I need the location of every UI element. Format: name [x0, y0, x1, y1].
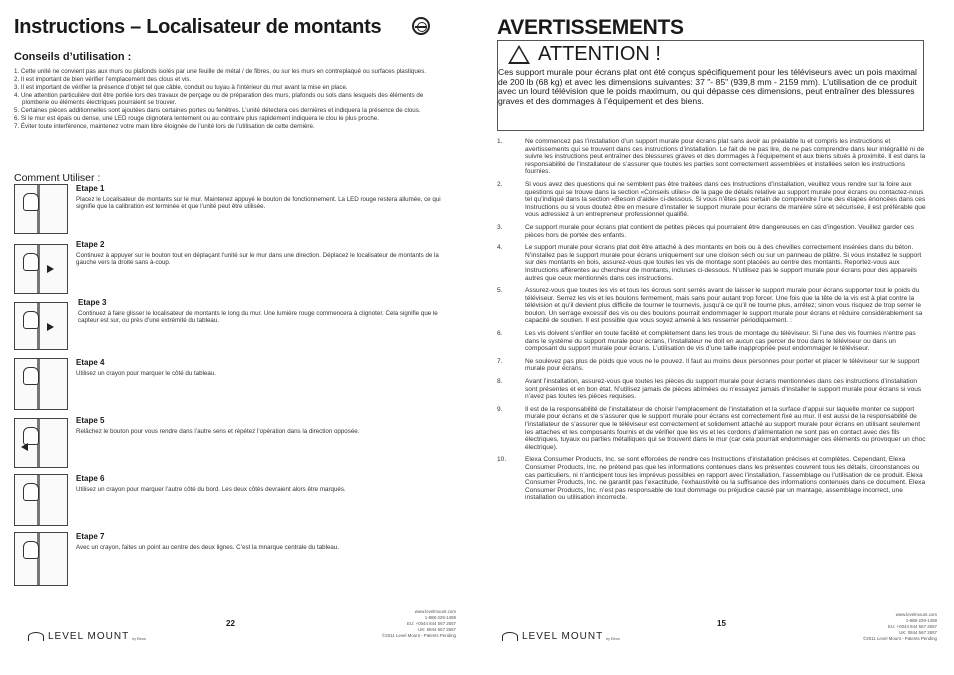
phone-us: 1-888-229-1459 — [905, 618, 937, 623]
warning-triangle-icon — [508, 45, 530, 64]
step-7-illustration-icon — [14, 532, 68, 586]
warning-item: 5. Assurez-vous que toutes les vis et tous les écrous sont serrés avant de laisser le support murale pour écrans supporter tout le poids du téléviseur. Serrez les vis et les boulons fermement, mais sans pour autant trop forcer. Une fois que la tête de la vis est à plat contre la télévision et qu’il devient plus difficile de tourner le tournevis, jusqu’à ce qu’il ne tourne plus, arrêtez; sinon vous risquez de trop serrer le boulon. Un serrage excessif des vis ou des boulons pourrait endommager le support murale pour écrans et réduire considérablement sa capacité de soutien. Il est possible que vous soyez amené à les resserrer périodiquement. : — [497, 287, 923, 325]
phone-uk: UK: 0844 567 2657 — [899, 630, 937, 635]
warning-item: 6. Les vis doivent s’enfiler en toute facilité et complètement dans les trous de montage du téléviseur. Si l’une des vis fournies n’entre pas dans le système du support murale pour écrans, l’installateur ne doit en aucun cas percer de trou dans le téléviseur ou dans un composant du support murale pour écrans. L’utilisation de vis d’une taille inappropriée peut endommager le téléviseur. — [497, 330, 916, 353]
step-text: Utilisez un crayon pour marquer le côté du tableau. — [76, 370, 216, 377]
phone-eu: EU: +0044 844 567 2657 — [407, 621, 456, 626]
level-mount-logo-icon — [28, 632, 44, 641]
copyright: ©2011 Level Mount - Patents Pending — [382, 633, 456, 638]
step-title: Etape 1 — [76, 184, 105, 193]
phone-uk: UK: 0844 567 2657 — [418, 627, 456, 632]
phone-us: 1-888-229-1459 — [424, 615, 456, 620]
brand-name: LEVEL MOUNT — [522, 630, 604, 642]
warning-box — [497, 40, 924, 131]
step-text: Relâchez le bouton pour vous rendre dans l’autre sens et répétez l’opération dans la direction opposée. — [76, 428, 360, 435]
website-link: www.levelmount.com — [414, 609, 456, 614]
step-2-illustration-icon — [14, 244, 68, 294]
tip-item: 3. Il est important de vérifier la présence d’objet tel que câble, conduit ou tuyau à l’intérieur du mur avant la mise en place. — [14, 84, 348, 91]
step-3-illustration-icon — [14, 302, 68, 350]
step-text: Continuez à faire glisser le localisateur de montants le long du mur. Une lumière rouge commencera à clignoter. Cela signifie que le capteur est sur, ou près d’une extrémité du tableau. — [78, 310, 438, 325]
step-6-illustration-icon — [14, 474, 68, 526]
page-number: 22 — [226, 619, 235, 628]
level-mount-logo — [502, 629, 620, 643]
step-title: Etape 5 — [76, 416, 105, 425]
warning-item: 10. Elexa Consumer Products, Inc. se sont efforcées de rendre ces Instructions d’installation précises et complètes. Cependant, Elexa Consumer Products, Inc. ne prétend pas que les informations contenues dans les présentes couvrent tous les détails, circonstances ou cas particuliers, ni n’anticipent tous les imprévus possibles en rapport avec l’installation, l’assemblage ou l’utilisation de ce produit. Elexa Consumer Products, Inc. ne garantit pas l’exactitude, l’exhaustivité ou la suffisance des informations contenues dans ce document. Elexa Consumer Products, Inc. n’est pas responsable de tout dommage ou préjudice causé par un mantage, assemblage incorrect, une installation ou utilisation incorrecte. — [497, 456, 926, 502]
level-mount-seal-icon — [412, 17, 430, 35]
step-text: Avec un crayon, faites un point au centre des deux lignes. C’est la mnarque centrale du tableau. — [76, 544, 340, 551]
step-text: Continuez à appuyer sur le bouton tout en déplaçant l’unité sur le mur dans une direction. Déplacez le localisateur de montants de la gauche vers la droite sans à-coup. — [76, 252, 439, 267]
step-text: Placez le Localisateur de montants sur le mur. Maintenez appuyé le bouton de fonctionnement. La LED rouge restera allumée, ce qui signifie que la calibration est terminée et que l’unité peut être utilisée. — [76, 196, 441, 211]
page-number: 15 — [717, 619, 726, 628]
step-1-illustration-icon — [14, 184, 68, 234]
brand-byline: by Elexa — [606, 637, 620, 641]
tip-item: 1. Cette unité ne convient pas aux murs ou plafonds isolés par une feuille de métal / de fibres, ou sur les murs en contreplaqué ou surfaces plastiques. — [14, 68, 427, 75]
step-5-illustration-icon — [14, 418, 68, 468]
level-mount-logo — [28, 629, 146, 643]
warning-item: 7. Ne soulevez pas plus de poids que vous ne le pouvez. Il faut au moins deux personnes pour porter et placer le téléviseur sur le support murale pour écrans. — [497, 357, 920, 373]
copyright: ©2011 Level Mount - Patents Pending — [863, 636, 937, 641]
tip-item: 6. Si le mur est épais ou dense, une LED rouge clignotera lentement ou au contraire plus rapidement indiquera le clou le plus proche. — [14, 115, 379, 123]
step-title: Etape 7 — [76, 532, 105, 541]
tip-item: 7. Éviter toute interférence, maintenez votre main libre éloignée de l’unité lors de l’utilisation de cette dernière. — [14, 123, 315, 131]
tip-item: 2. Il est important de bien vérifier l’emplacement des clous et vis. — [14, 76, 192, 83]
contact-block — [356, 609, 456, 639]
warning-item: 9. Il est de la responsabilité de l’installateur de choisir l’emplacement de l’installation et la surface d’appui sur laquelle monter ce support murale pour écrans et de s’assurer que le support murale pour écrans est correctement fixé au mur. Il est aussi de la responsabilité de l’installateur de s’assurer que le téléviseur est correctement et solidement attaché au support murale pour écrans en utilisant seulement les attaches et les composants fournis et de vérifier que les vis et les cordons d’alimentation ne sont pas en contact avec des fils électriques, tuyaux ou parties métalliques qui se trouvent dans le mur (car cela pourrait endommager ces éléments ou provoquer un choc électrique). — [497, 405, 926, 451]
right-page — [477, 0, 954, 675]
contact-block — [837, 612, 937, 642]
phone-eu: EU: +0044 844 567 2657 — [888, 624, 937, 629]
step-text: Utilisez un crayon pour marquer l’autre côté du bord. Les deux côtés devraient alors être marqués. — [76, 486, 346, 493]
warning-heading — [508, 43, 661, 66]
brand-name: LEVEL MOUNT — [48, 630, 130, 642]
left-page-title: Instructions – Localisateur de montants — [14, 16, 382, 38]
comment-heading: Comment Utiliser : — [14, 172, 101, 184]
website-link: www.levelmount.com — [895, 612, 937, 617]
brand-byline: by Elexa — [132, 637, 146, 641]
level-mount-logo-icon — [502, 632, 518, 641]
tip-item: 5. Certaines pièces additionnelles sont ajoutées dans certaines portes ou fenêtres. L’unité détectera ces dernières et indiquera la présence de clous. — [14, 107, 421, 115]
warning-text: Ces support murale pour écrans plat ont été conçus spécifiquement pour les téléviseurs avec un pois maximal de 200 lb (68 kg) et avec les dimensions suivantes: 37 "- 85" (939,8 mm - 2159 mm). L’utilisation de ce produit avec un lourd télévision que le poids maximum, ou qui dépasse ces dimensions, peut entraîner des blessures graves et des dommages à l’équipement et des biens. — [498, 67, 917, 106]
tip-item: 4. Une attention particulière doit être portée lors des travaux de perçage ou de préparation des murs, plafonds ou sols dans lesquels des éléments de plomberie ou éléments électriques pourraient se trouver. — [14, 92, 424, 107]
step-title: Etape 3 — [78, 298, 107, 307]
step-4-illustration-icon — [14, 358, 68, 410]
step-title: Etape 6 — [76, 474, 105, 483]
warning-item: 2. Si vous avez des questions qui ne semblent pas être traitées dans ces Instructions d’installation, veuillez vous rendre sur la foire aux questions qui se trouve dans la section «Conseils utiles» de la page de détails relative au support murale pour écrans ou contactez-nous tel qu’indiqué dans la section «Besoin d’aide» ci-dessous. Si vous n’êtes pas certain de comprendre l’une des étapes énoncées dans ces Instructions ou si vous doutez être en mesure d’installer le support murale pour écrans de manière sûre et sécurisée, il est préférable que vous adressiez à un entrepreneur professionnel qualifié. — [497, 180, 926, 219]
warnings-list — [497, 138, 927, 507]
warning-item: 3. Ce support murale pour écrans plat contient de petites pièces qui pourraient être dangereuses en cas d’ingestion. Veuillez garder ces pièces hors de portée des enfants. — [497, 223, 914, 239]
step-title: Etape 4 — [76, 358, 105, 367]
warning-item: 4. Le support murale pour écrans plat doit être attaché à des montants en bois ou à des chevilles correctement insérées dans du béton. N’installez pas le support murale pour écrans uniquement sur une cloison sèch ou sur un panneau de plâtre. Si vous installez le support sur des montants en bois, assurez-vous que toutes les vis de montage sont placées au centre des montants. Reportez-vous aux Instructions afférentes au chercheur de montants, incluses ci-dessous. N’utilisez pas le support murale pour écrans pour des appareils autres que ceux mentionnés dans ces instructions. — [497, 244, 922, 282]
step-title: Etape 2 — [76, 240, 105, 249]
warning-heading-text: ATTENTION ! — [538, 43, 661, 65]
tips-list — [14, 68, 446, 131]
tips-heading: Conseils d’utilisation : — [14, 51, 132, 63]
warning-item: 1. Ne commencez pas l’installation d’un support murale pour écrans plat sans avoir au préalable lu et compris les instructions et avertissements qui se trouvent dans ces instructions d’installation. Le fait de ne pas lire, de ne pas comprendre dans leur intégralité ni de suivre les instructions peut entraîner des blessures graves et des dommages à l’équipement et aux biens situés à proximité. Il est dans la responsabilité de l’installateur de s’assurer que toutes les parties sont correctement assemblées et installées selon les instructions fournies. — [497, 138, 926, 176]
warning-item: 8. Avant l’installation, assurez-vous que toutes les pièces du support murale pour écrans mentionnées dans ces instructions d’installation sont présentes et en bon état. N’utilisez jamais de pièces abîmées ou n’essayez jamais d’installer le support murale pour écrans si vous n’avez pas toutes les pièces requises. — [497, 378, 922, 401]
right-page-title: AVERTISSEMENTS — [497, 16, 684, 39]
